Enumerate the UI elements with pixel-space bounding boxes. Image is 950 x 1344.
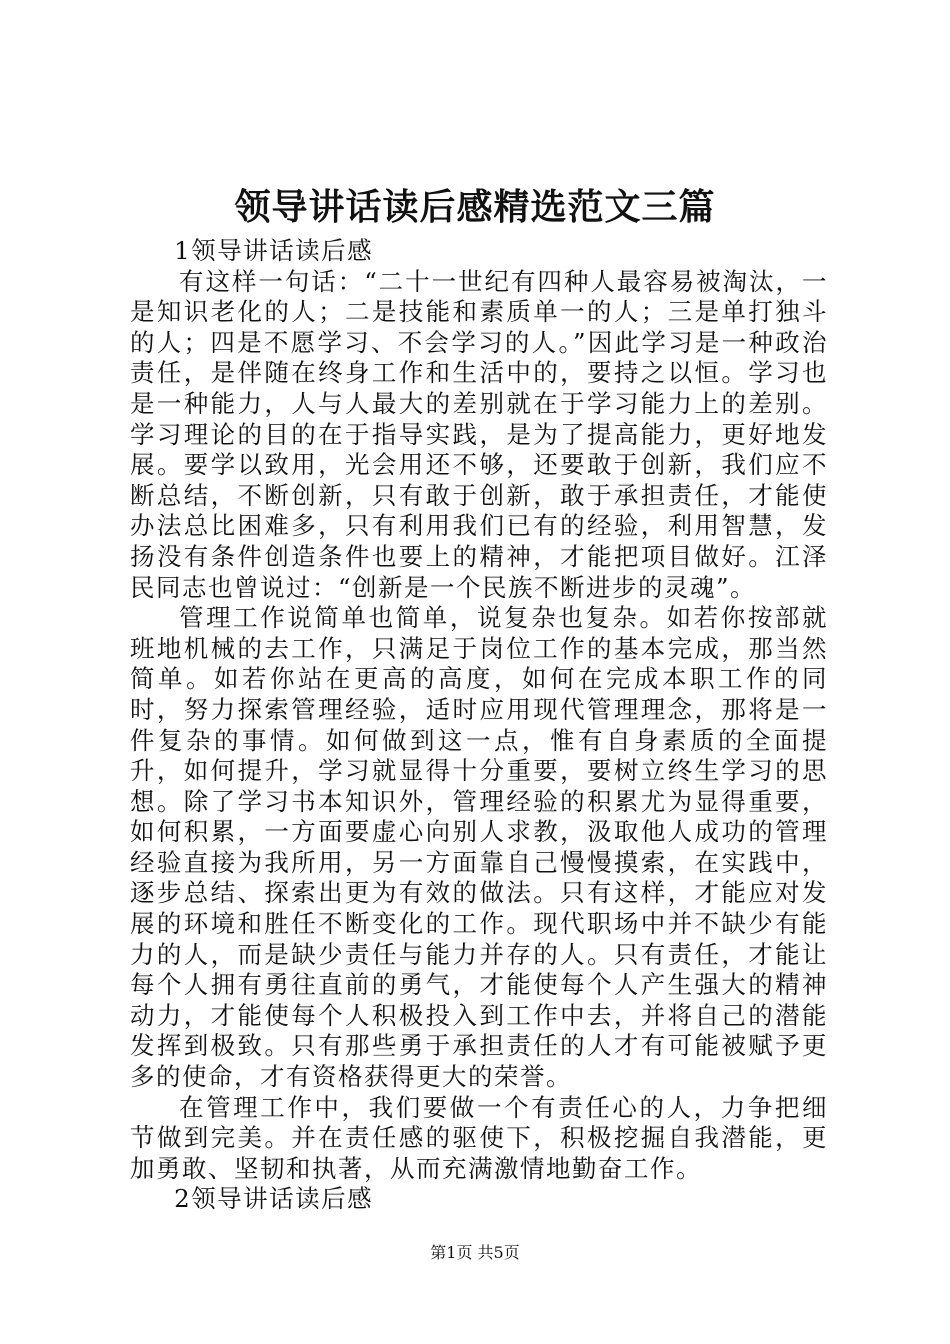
body-paragraph: 管理工作说简单也简单，说复杂也复杂。如若你按部就班地机械的去工作，只满足于岗位工作的基本完成，那当然简单。如若你站在更高的高度，如何在完成本职工作的同时，努力探索管理经验，适时应用现代管理理念，那将是一件复杂的事情。如何做到这一点，惟有自身素质的全面提升，如何提升，学习就显得十分重要，要树立终生学习的思想。除了学习书本知识外，管理经验的积累尤为显得重要，如何积累，一方面要虚心向别人求教，汲取他人成功的管理经验直接为我所用，另一方面靠自己慢慢摸索，在实践中，逐步总结、探索出更为有效的做法。只有这样，才能应对发展的环境和胜任不断变化的工作。现代职场中并不缺少有能力的人，而是缺少责任与能力并存的人。只有责任，才能让每个人拥有勇往直前的勇气，才能使每个人产生强大的精神动力，才能使每个人积极投入到工作中去，并将自己的潜能发挥到极致。只有那些勇于承担责任的人才有可能被赋予更多的使命，才有资格获得更大的荣誉。 xyxy=(130,603,828,1092)
section-2-heading: 2领导讲话读后感 xyxy=(174,1184,374,1214)
page-number-footer: 第1页 共5页 xyxy=(430,1243,520,1262)
body-paragraph: 在管理工作中，我们要做一个有责任心的人，力争把细节做到完美。并在责任感的驱使下，积极挖掘自我潜能，更加勇敢、坚韧和执著，从而充满激情地勤奋工作。 xyxy=(130,1092,828,1183)
body-paragraph: 有这样一句话：“二十一世纪有四种人最容易被淘汰，一是知识老化的人；二是技能和素质单一的人；三是单打独斗的人；四是不愿学习、不会学习的人。”因此学习是一种政治责任，是伴随在终身工作和生活中的，要持之以恒。学习也是一种能力，人与人最大的差别就在于学习能力上的差别。学习理论的目的在于指导实践，是为了提高能力，更好地发展。要学以致用，光会用还不够，还要敢于创新，我们应不断总结，不断创新，只有敢于创新，敢于承担责任，才能使办法总比困难多，只有利用我们已有的经验，利用智慧，发扬没有条件创造条件也要上的精神，才能把项目做好。江泽民同志也曾说过：“创新是一个民族不断进步的灵魂”。 xyxy=(130,266,828,602)
section-1-heading: 1领导讲话读后感 xyxy=(174,236,374,265)
document-title: 领导讲话读后感精选范文三篇 xyxy=(234,186,716,228)
document-body xyxy=(130,236,828,1215)
